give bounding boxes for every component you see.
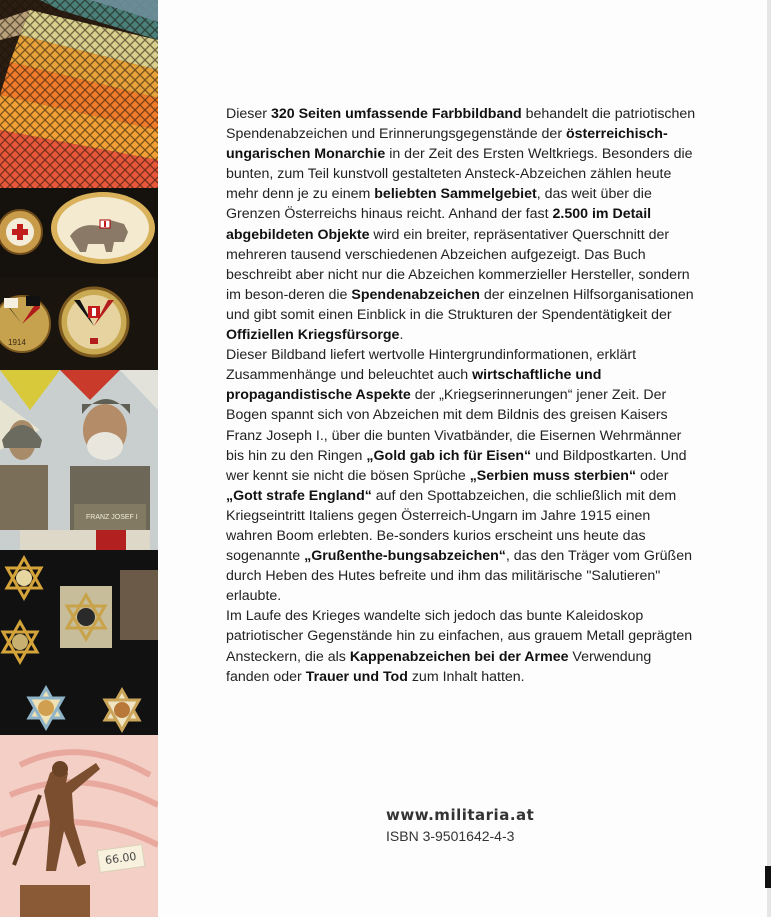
star-badges-image: [0, 550, 158, 735]
corner-mark: [765, 866, 771, 888]
emphasized-text: „Serbien muss sterbien“: [469, 467, 637, 484]
bust-plaque-label: FRANZ JOSEF I: [86, 514, 138, 521]
emphasized-text: Kappenabzeichen bei der Armee: [349, 648, 569, 665]
vivat-ribbons-image: [0, 0, 158, 188]
emphasized-text: 2.500 im Detail abgebildeten Objekte: [226, 206, 652, 243]
emphasized-text: beliebten Sammelgebiet: [374, 186, 537, 203]
flag-badges-image: [0, 278, 158, 370]
emphasized-text: Trauer und Tod: [305, 668, 408, 685]
body-text: auf den Spottabzeichen, die schließlich mit dem Kriegseintritt Italiens gegen Österreich-Ungarn im Jahre 1915 einen wahren Boom erlebten. Be-sonders kurios erscheint uns heute das sogenannte: [226, 487, 677, 565]
page-edge: [767, 0, 771, 917]
statue-image: [0, 735, 158, 917]
isbn-number: ISBN 3-9501642-4-3: [386, 828, 515, 844]
body-text: in der Zeit des Ersten Weltkriegs. Besonders die bunten, zum Teil kunstvoll gestalteten Ansteck-Abzeichen zählen heute mehr denn je zu einem: [226, 146, 693, 203]
publisher-url[interactable]: www.militaria.at: [386, 806, 535, 824]
body-text: und Bildpostkarten. Und wer kennt sie nicht die bösen Sprüche: [226, 447, 687, 484]
body-text: Im Laufe des Krieges wandelte sich jedoch das bunte Kaleidoskop patriotischer Gegenstände hin zu einfachen, aus grauem Metall geprägten Ansteckern, die als: [226, 608, 693, 665]
busts-image: [0, 370, 158, 550]
body-text: der „Kriegserinnerungen“ jener Zeit. Der Bogen spannt sich von Abzeichen mit dem Bildnis des greisen Kaisers Franz Joseph I., über die bunten Vivatbänder, die Eisernen Wehrmänner bis hin zu den Ringen: [226, 387, 682, 464]
paragraph-1: [226, 104, 698, 345]
emphasized-text: Spendenabzeichen: [351, 286, 480, 303]
body-text: oder: [636, 467, 669, 484]
body-text: .: [399, 327, 404, 344]
body-text: wird ein breiter, repräsentativer Querschnitt der mehreren tausend verschiedenen Abzeichen aufgezeigt. Das Buch beschreibt aber nicht nur die Abzeichen kommerzieller Hersteller, sondern im beson-deren die: [226, 226, 690, 303]
body-text: , das den Träger vom Grüßen durch Heben des Hutes befreite und ihm das militärische "Salutieren" erlaubte.: [226, 548, 693, 605]
body-text: zum Inhalt hatten.: [407, 668, 525, 685]
price-tag: 66.00: [97, 844, 145, 873]
emphasized-text: „Gold gab ich für Eisen“: [366, 447, 532, 464]
emphasized-text: 320 Seiten umfassende Farbbildband: [270, 106, 522, 122]
body-text: , das weit über die Grenzen Österreichs hinaus reicht. Anhand der fast: [226, 186, 652, 223]
body-text: Verwendung fanden oder: [226, 648, 652, 685]
emphasized-text: Offiziellen Kriegsfürsorge: [226, 327, 400, 344]
emphasized-text: „Grußenthe-bungsabzeichen“: [304, 548, 506, 565]
body-text: behandelt die patriotischen Spendenabzeichen und Erinnerungsgegenstände der: [226, 106, 696, 143]
emphasized-text: wirtschaftliche und propagandistische Aspekte: [226, 367, 602, 404]
body-text: Dieser: [226, 106, 271, 122]
body-text: Dieser Bildband liefert wertvolle Hintergrundinformationen, erklärt Zusammenhänge und beleuchtet auch: [226, 347, 637, 384]
back-cover-description: [226, 104, 698, 687]
emphasized-text: österreichisch-ungarischen Monarchie: [226, 126, 668, 163]
badges-redcross-image: [0, 188, 158, 278]
paragraph-3: [226, 606, 698, 686]
emphasized-text: „Gott strafe England“: [226, 487, 372, 504]
body-text: der einzelnen Hilfsorganisationen und gibt somit einen Einblick in die Strukturen der Spendentätigkeit der: [226, 286, 694, 323]
paragraph-2: [226, 345, 698, 606]
cover-image-strip: [0, 0, 158, 917]
badge-year-label: 1914: [8, 338, 26, 347]
